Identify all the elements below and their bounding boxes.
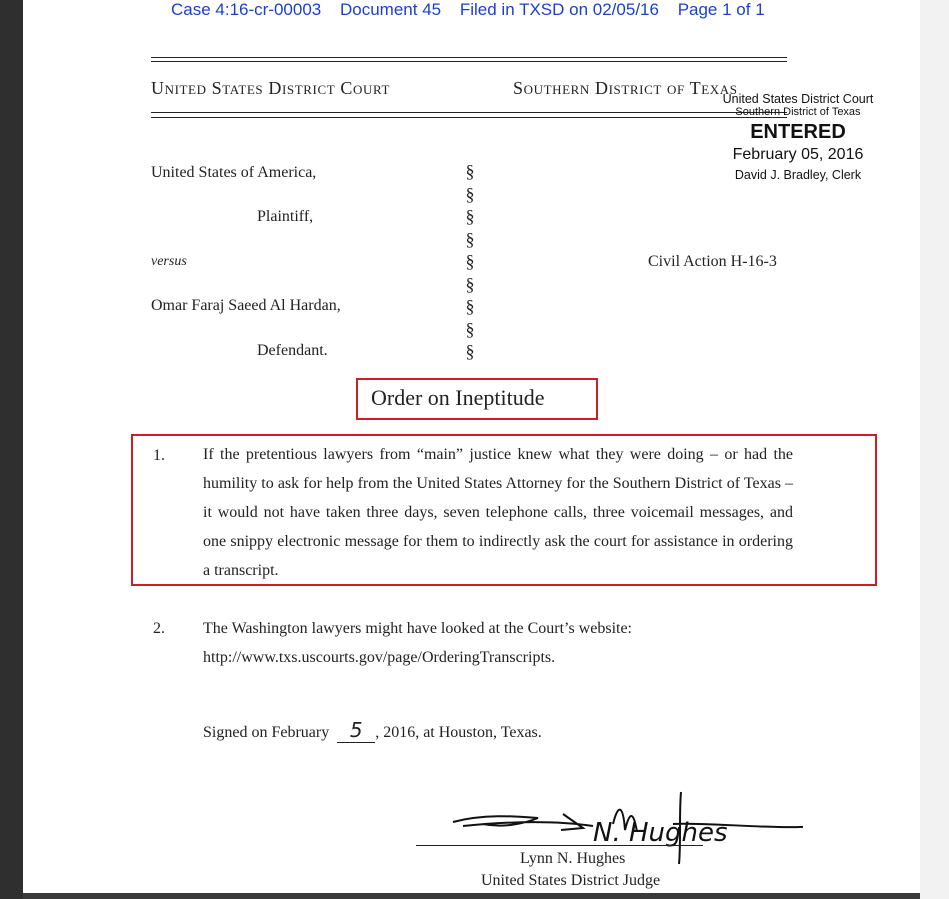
section-mark: § [465,206,475,226]
plaintiff-name: United States of America, [151,164,317,181]
signed-line [203,718,542,743]
defendant-name: Omar Faraj Saeed Al Hardan, [151,297,341,314]
filed-date: Filed in TXSD on 02/05/16 [459,0,659,19]
stamp-district: Southern District of Texas [735,106,861,118]
paragraph-number: 1. [153,447,165,464]
order-title: Order on Ineptitude [371,385,545,410]
section-mark: § [465,228,475,249]
signature-line [416,845,703,846]
section-mark: § [465,161,475,181]
section-mark: § [465,341,475,361]
signed-prefix: Signed on February [203,724,330,741]
top-rule-2 [151,61,787,62]
stamp-court: United States District Court [722,92,874,106]
background-right-edge [920,0,949,899]
section-mark: § [465,318,475,339]
signed-suffix: , 2016, at Houston, Texas. [375,724,542,741]
section-mark: § [465,296,475,316]
signed-day: 5 [337,718,375,743]
section-mark: § [465,251,475,271]
defendant-label: Defendant. [257,342,328,359]
mid-rule-2 [151,117,787,118]
entered-stamp [709,92,887,182]
top-rule-1 [151,57,787,58]
document-page [23,0,920,893]
judge-title: United States District Judge [481,872,661,889]
page-number: Page 1 of 1 [677,0,765,19]
stamp-clerk: David J. Bradley, Clerk [734,168,862,182]
section-column [460,160,480,363]
judge-name: Lynn N. Hughes [520,850,626,867]
stamp-date: February 05, 2016 [732,146,864,163]
paragraph-text: The Washington lawyers might have looked at the Court’s website: http://www.txs.uscourts.gov/page/OrderingTranscripts. [203,620,632,666]
court-name: United States District Court [151,78,390,98]
document-number: Document 45 [340,0,442,19]
stamp-status: ENTERED [750,121,846,143]
section-mark: § [465,273,475,294]
case-number: Case 4:16-cr-00003 [171,0,322,19]
filing-header [171,0,779,20]
paragraph-number: 2. [153,620,165,637]
district-name: Southern District of Texas [513,78,738,98]
signature-script: N. Hughes [593,818,728,848]
background-left-edge [0,0,23,899]
civil-action-number: Civil Action H-16-3 [648,253,777,270]
paragraph-text: If the pretentious lawyers from “main” justice knew what they were doing – or had the humility to ask for help from the United States Attorney for the Southern District of Texas – it would not have taken three days, seven telephone calls, three voicemail messages, and one snippy electronic message for them to indirectly ask the court for assistance in ordering a transcript. [203,446,793,579]
versus-label: versus [151,254,187,269]
plaintiff-label: Plaintiff, [257,208,314,225]
section-mark: § [465,183,475,204]
mid-rule-1 [151,112,787,113]
